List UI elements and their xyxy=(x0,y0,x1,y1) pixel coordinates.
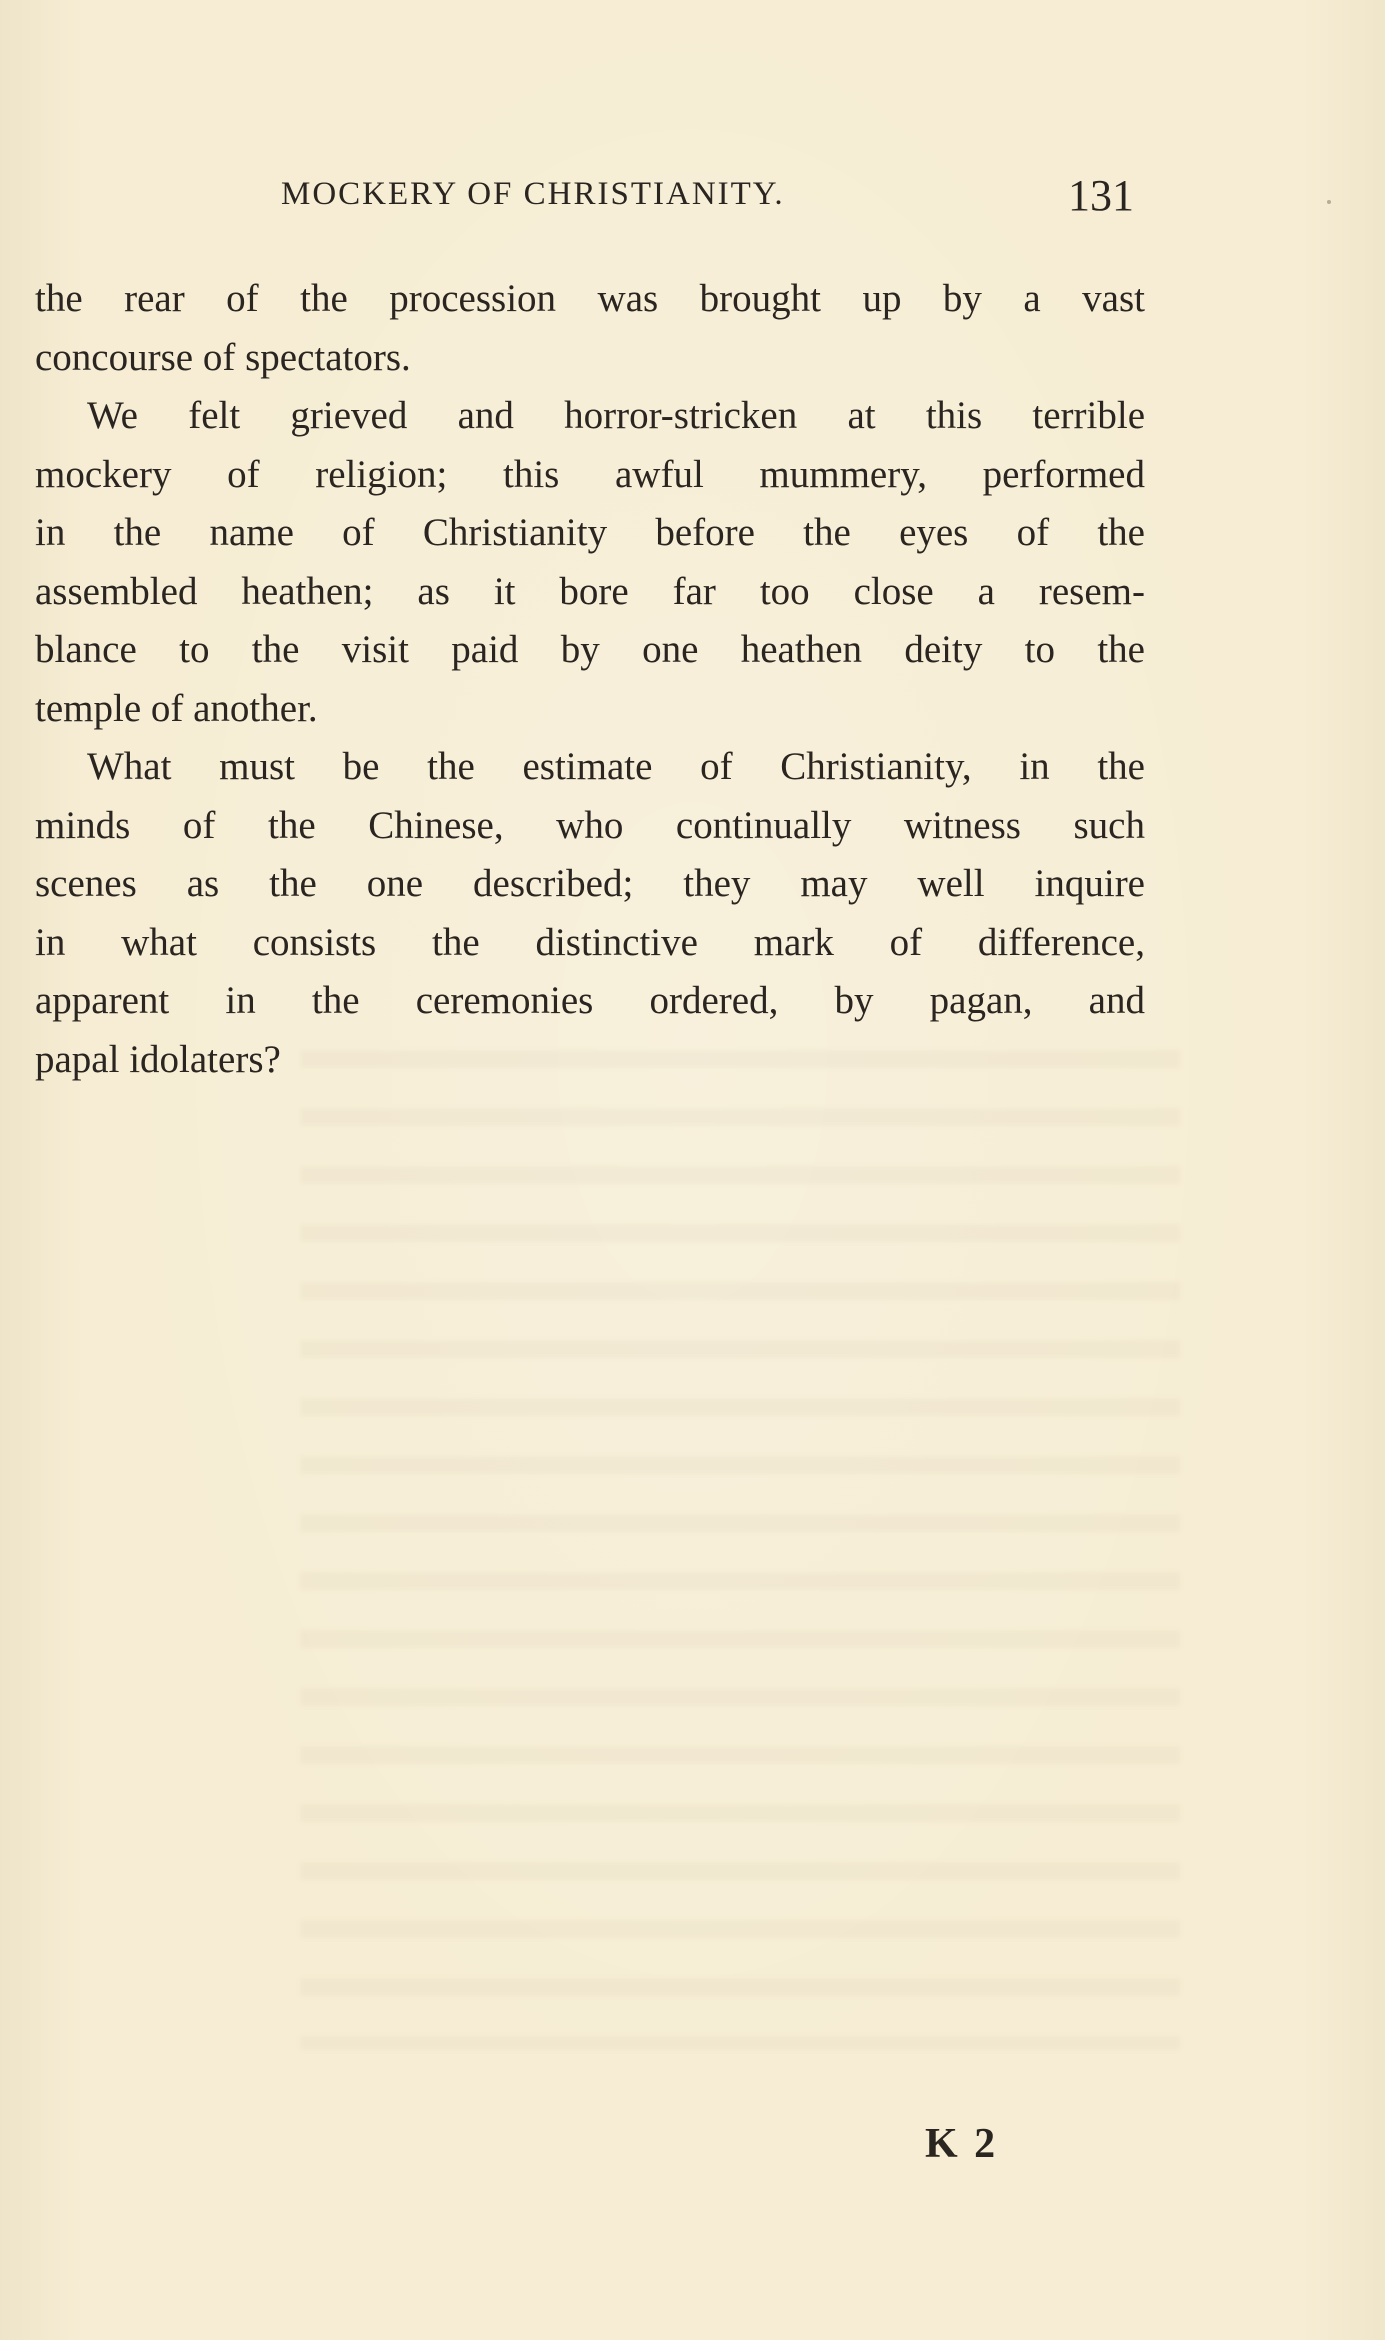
text-line: the rear of the procession was brought up by a vast xyxy=(35,277,1145,320)
text-line: mockery of religion; this awful mummery, performed xyxy=(35,452,1145,496)
text-line: We felt grieved and horror-stricken at this terrible xyxy=(87,394,1145,437)
running-head xyxy=(0,170,1385,230)
running-title: MOCKERY OF CHRISTIANITY. xyxy=(281,176,785,212)
text-line: in the name of Christianity before the eyes of the xyxy=(35,511,1145,554)
text-line: concourse of spectators. xyxy=(35,335,411,379)
page-number: 131 xyxy=(1068,171,1134,220)
text-line: blance to the visit paid by one heathen deity to the xyxy=(35,628,1145,671)
show-through-text xyxy=(300,1050,1180,2050)
text-line: papal idolaters? xyxy=(35,1037,281,1081)
text-line: What must be the estimate of Christianity, in the xyxy=(87,745,1145,788)
text-line: temple of another. xyxy=(35,686,318,730)
paper-speck xyxy=(1327,200,1331,204)
text-line: scenes as the one described; they may well inquire xyxy=(35,862,1145,905)
body-text xyxy=(35,270,1145,1089)
text-line: in what consists the distinctive mark of difference, xyxy=(35,920,1145,964)
signature-mark: K 2 xyxy=(925,2121,999,2167)
text-line: apparent in the ceremonies ordered, by pagan, and xyxy=(35,979,1145,1022)
text-line: minds of the Chinese, who continually witness such xyxy=(35,803,1145,847)
text-line: assembled heathen; as it bore far too close a resem- xyxy=(35,569,1145,613)
